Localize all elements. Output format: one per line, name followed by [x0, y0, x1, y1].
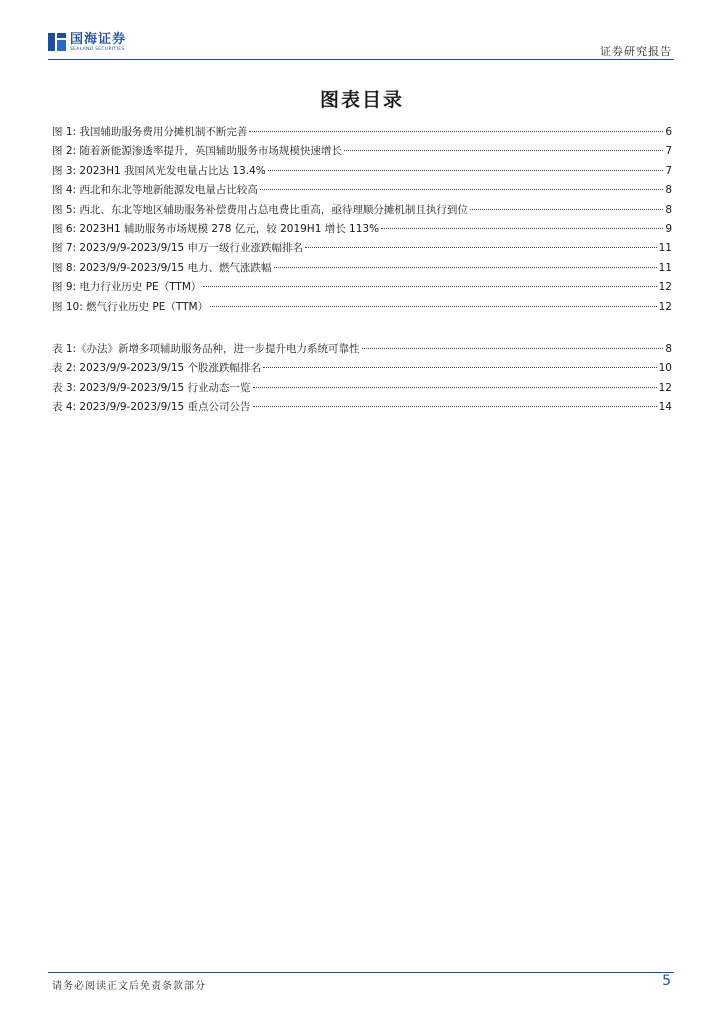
leader-dots [253, 393, 657, 407]
toc-entry-label: 图 4: 西北和东北等地新能源发电量占比较高 [52, 184, 258, 197]
footer-disclaimer: 请务必阅读正文后免责条款部分 [52, 981, 206, 992]
toc-entry-page: 12 [658, 300, 672, 313]
leader-dots [203, 273, 656, 287]
toc-entry-label: 表 1:《办法》新增多项辅助服务品种，进一步提升电力系统可靠性 [52, 342, 360, 355]
toc-entry-figure-10[interactable] [52, 296, 672, 315]
toc-entry-page: 12 [658, 281, 672, 294]
toc-entry-label: 图 3: 2023H1 我国风光发电量占比达 13.4% [52, 164, 266, 177]
leader-dots [210, 293, 657, 307]
toc-entry-label: 图 1: 我国辅助服务费用分摊机制不断完善 [52, 126, 248, 138]
leader-dots [253, 374, 657, 388]
toc-entry-page: 12 [658, 381, 672, 394]
toc-entry-page: 9 [665, 222, 672, 235]
leader-dots [305, 234, 657, 248]
toc-entry-label: 表 3: 2023/9/9-2023/9/15 行业动态一览 [52, 381, 251, 394]
footer-divider [48, 972, 674, 973]
toc-entry-label: 表 2: 2023/9/9-2023/9/15 个股涨跌幅排名 [52, 362, 262, 375]
toc-entry-page: 11 [658, 261, 672, 274]
toc-entry-page: 8 [665, 203, 672, 216]
toc-entry-page: 14 [658, 401, 672, 414]
header-divider [48, 59, 674, 60]
logo-name-en: SEALAND SECURITIES [70, 47, 125, 52]
toc-entry-label: 图 6: 2023H1 辅助服务市场规模 278 亿元，较 2019H1 增长 113% [52, 222, 380, 235]
logo-mark-icon [48, 33, 66, 51]
leader-dots [274, 254, 657, 268]
toc-entry-label: 图 2: 随着新能源渗透率提升，英国辅助服务市场规模快速增长 [52, 145, 342, 158]
toc-entry-label: 图 8: 2023/9/9-2023/9/15 电力、燃气涨跌幅 [52, 261, 272, 274]
toc-entry-table-4[interactable] [52, 396, 672, 415]
toc-entry-label: 表 4: 2023/9/9-2023/9/15 重点公司公告 [52, 401, 251, 414]
toc-entry-page: 11 [658, 242, 672, 255]
toc-entry-label: 图 9: 电力行业历史 PE（TTM） [52, 281, 202, 294]
leader-dots [263, 354, 657, 368]
report-type: 证券研究报告 [600, 45, 672, 58]
toc-entry-page: 7 [665, 145, 672, 158]
leader-dots [344, 137, 663, 151]
leader-dots [260, 176, 663, 190]
toc-entry-page: 6 [665, 126, 672, 138]
toc-entry-label: 图 10: 燃气行业历史 PE（TTM） [52, 300, 209, 313]
toc-entry-page: 10 [658, 362, 672, 375]
toc-entry-page: 8 [665, 342, 672, 355]
leader-dots [381, 215, 663, 229]
company-logo [48, 33, 126, 53]
leader-dots [249, 118, 663, 132]
toc-entry-label: 图 7: 2023/9/9-2023/9/15 申万一级行业涨跌幅排名 [52, 242, 304, 255]
leader-dots [268, 157, 664, 171]
toc-entry-label: 图 5: 西北、东北等地区辅助服务补偿费用占总电费比重高，亟待理顺分摊机制且执行到位 [52, 203, 468, 216]
page-number: 5 [662, 973, 671, 989]
toc-list [52, 121, 672, 415]
leader-dots [362, 335, 664, 349]
toc-entry-page: 7 [665, 164, 672, 177]
toc-entry-page: 8 [665, 184, 672, 197]
leader-dots [470, 196, 663, 210]
page-title: 图表目录 [319, 89, 404, 111]
logo-name-cn: 国海证券 [70, 32, 127, 47]
